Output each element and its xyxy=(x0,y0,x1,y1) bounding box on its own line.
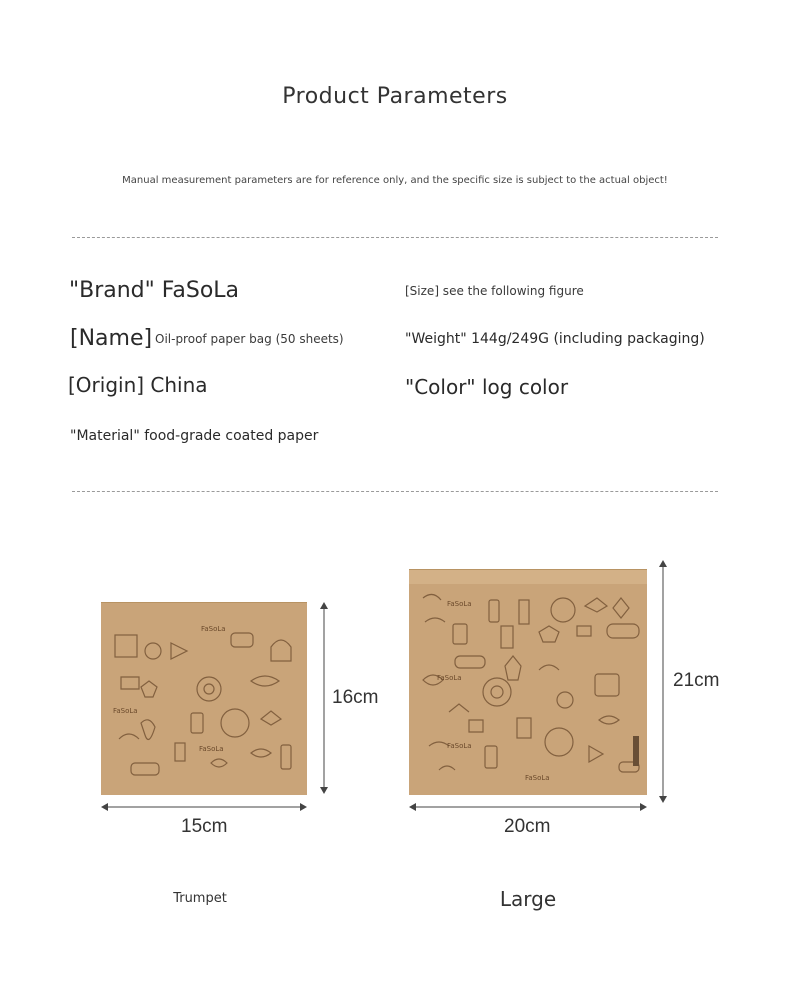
large-width-label: 20cm xyxy=(504,816,551,837)
small-bag-brand-print-2: FaSoLa xyxy=(201,625,226,633)
small-bag-brand-print: FaSoLa xyxy=(113,707,138,715)
param-name-value: Oil-proof paper bag (50 sheets) xyxy=(155,332,344,346)
param-color: "Color" log color xyxy=(405,375,569,399)
param-brand: "Brand" FaSoLa xyxy=(69,278,240,303)
large-bag-brand-print-4: FaSoLa xyxy=(525,774,550,782)
divider-bottom xyxy=(72,491,718,492)
small-height-label: 16cm xyxy=(332,687,379,708)
large-bag-brand-print: FaSoLa xyxy=(447,600,472,608)
large-bag-brand-print-3: FaSoLa xyxy=(447,742,472,750)
param-name-label: [Name] xyxy=(70,326,153,351)
param-origin: [Origin] China xyxy=(68,373,208,397)
small-height-arrow xyxy=(316,602,332,794)
small-width-arrow xyxy=(101,800,307,814)
param-material: "Material" food-grade coated paper xyxy=(70,428,319,444)
large-bag-image xyxy=(409,569,647,795)
small-bag-caption: Trumpet xyxy=(173,891,227,906)
divider-top xyxy=(72,237,718,238)
large-bag-brand-print-2: FaSoLa xyxy=(437,674,462,682)
small-bag-print xyxy=(101,603,307,795)
small-bag-image xyxy=(101,602,307,795)
measurement-disclaimer: Manual measurement parameters are for reference only, and the specific size is subject to the actual object! xyxy=(122,175,668,186)
large-bag-print xyxy=(409,570,647,795)
large-bag-caption: Large xyxy=(499,887,557,911)
large-width-arrow xyxy=(409,800,647,814)
param-size: [Size] see the following figure xyxy=(405,284,584,298)
large-height-label: 21cm xyxy=(673,670,720,691)
param-weight: "Weight" 144g/249G (including packaging) xyxy=(405,331,705,347)
page-title: Product Parameters xyxy=(282,84,508,109)
large-height-arrow xyxy=(655,560,671,803)
small-bag-brand-print-3: FaSoLa xyxy=(199,745,224,753)
small-width-label: 15cm xyxy=(181,816,228,837)
